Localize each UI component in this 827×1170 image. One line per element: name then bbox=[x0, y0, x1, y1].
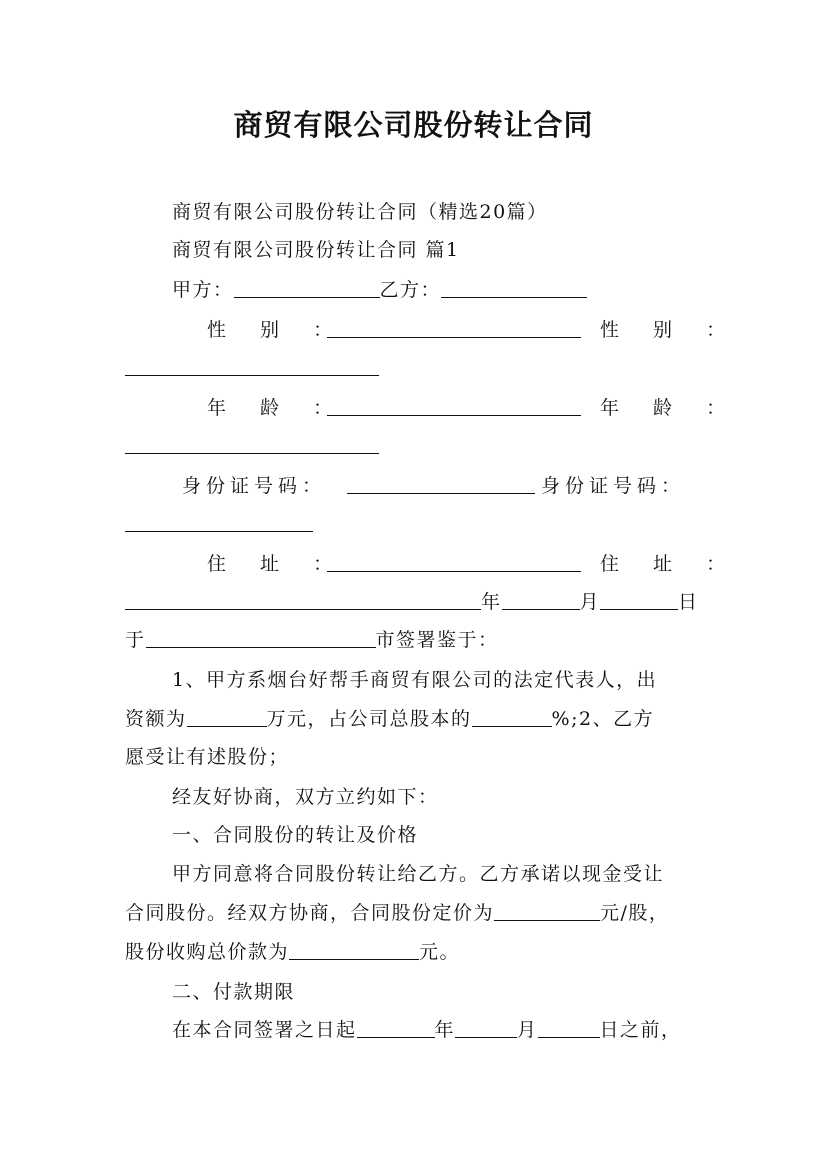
day-blank[interactable] bbox=[600, 591, 678, 610]
id-blank-a-wrap bbox=[347, 474, 535, 498]
p4-a: 在本合同签署之日起 bbox=[172, 1019, 357, 1041]
p3-line3b: 元。 bbox=[419, 941, 461, 963]
gender-blank-b[interactable] bbox=[125, 357, 379, 376]
signed-at-text: 市签署鉴于： bbox=[375, 629, 499, 651]
pay-month-blank[interactable] bbox=[455, 1019, 517, 1038]
p1-line2a: 资额为 bbox=[125, 708, 187, 730]
id-blank-b[interactable] bbox=[125, 513, 313, 532]
day-label: 日 bbox=[678, 591, 699, 613]
p3-line3 bbox=[125, 940, 460, 964]
pay-day-blank[interactable] bbox=[538, 1019, 600, 1038]
gender-label-b: 性 别 ： bbox=[600, 319, 740, 341]
document-title: 商贸有限公司股份转让合同 bbox=[233, 108, 594, 142]
month-label: 月 bbox=[579, 591, 601, 613]
p1-line1: 1、甲方系烟台好帮手商贸有限公司的法定代表人，出 bbox=[172, 669, 658, 691]
p4-b: 年 bbox=[434, 1019, 456, 1041]
age-blank-a-wrap bbox=[327, 396, 581, 420]
age-label-a: 年 龄 ： bbox=[207, 397, 347, 419]
year-label: 年 bbox=[481, 591, 502, 613]
at-prefix: 于 bbox=[125, 629, 146, 651]
id-blank-b-wrap bbox=[125, 512, 313, 536]
age-blank-b[interactable] bbox=[125, 435, 379, 454]
party-a-blank[interactable] bbox=[234, 279, 380, 298]
capital-blank[interactable] bbox=[187, 708, 267, 727]
sign-place-line bbox=[125, 628, 499, 652]
total-price-blank[interactable] bbox=[289, 941, 419, 960]
age-blank-b-wrap bbox=[125, 434, 379, 458]
address-blank-a[interactable] bbox=[327, 553, 581, 572]
id-label-b: 身份证号码： bbox=[541, 475, 686, 497]
address-label-a: 住 址 ： bbox=[207, 553, 347, 575]
share-percent-blank[interactable] bbox=[472, 708, 552, 727]
id-label-a: 身份证号码： bbox=[182, 475, 327, 497]
party-b-label: 乙方： bbox=[379, 279, 442, 301]
age-label-b: 年 龄 ： bbox=[600, 397, 740, 419]
gender-blank-a[interactable] bbox=[327, 319, 581, 338]
p3-line2b: 元/股， bbox=[600, 902, 670, 924]
address-blank-a-wrap bbox=[327, 552, 581, 576]
gender-label-a: 性 别 ： bbox=[207, 319, 347, 341]
date-line bbox=[125, 590, 699, 614]
p3-line1: 甲方同意将合同股份转让给乙方。乙方承诺以现金受让 bbox=[172, 863, 665, 885]
section-heading-2: 二、付款期限 bbox=[172, 981, 296, 1003]
party-a-label: 甲方： bbox=[172, 279, 234, 301]
p3-line2a: 合同股份。经双方协商，合同股份定价为 bbox=[125, 902, 495, 924]
document-subtitle: 商贸有限公司股份转让合同（精选20篇） bbox=[172, 201, 548, 223]
chapter-heading: 商贸有限公司股份转让合同 篇1 bbox=[172, 239, 460, 261]
p4-c: 月 bbox=[517, 1019, 538, 1041]
pay-year-blank[interactable] bbox=[357, 1019, 435, 1038]
p3-line2 bbox=[125, 901, 669, 925]
p1-line2c: %;2、乙方 bbox=[551, 708, 655, 730]
gender-blank-a-wrap bbox=[327, 318, 581, 342]
party-b-blank[interactable] bbox=[441, 279, 587, 298]
month-blank[interactable] bbox=[502, 591, 580, 610]
section-heading-1: 一、合同股份的转让及价格 bbox=[172, 824, 419, 846]
p4-d: 日之前， bbox=[599, 1019, 682, 1041]
age-blank-a[interactable] bbox=[327, 397, 581, 416]
p1-line2 bbox=[125, 707, 654, 731]
address-blank-b[interactable] bbox=[125, 591, 481, 610]
gender-blank-b-wrap bbox=[125, 356, 379, 380]
paragraph-agreement: 经友好协商，双方立约如下： bbox=[172, 786, 439, 808]
address-label-b: 住 址 ： bbox=[600, 553, 740, 575]
price-per-share-blank[interactable] bbox=[494, 902, 600, 921]
id-blank-a[interactable] bbox=[347, 475, 535, 494]
parties-line bbox=[172, 278, 587, 302]
p1-line2b: 万元，占公司总股本的 bbox=[266, 708, 472, 730]
p1-line3: 愿受让有述股份； bbox=[125, 746, 290, 768]
city-blank[interactable] bbox=[146, 629, 376, 648]
p3-line3a: 股份收购总价款为 bbox=[125, 941, 290, 963]
p4-line bbox=[172, 1018, 682, 1042]
